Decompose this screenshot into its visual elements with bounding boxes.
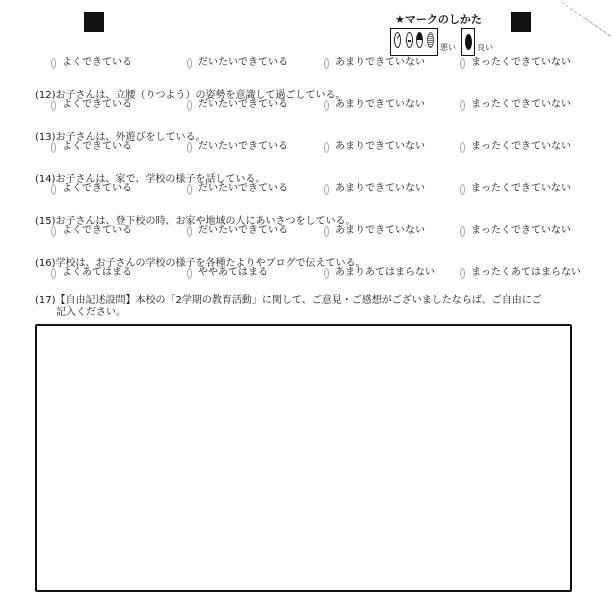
answer-bubble-icon[interactable] bbox=[51, 268, 56, 279]
question-text: (15)お子さんは、登下校の時、お家や地域の人にあいさつをしている。 bbox=[35, 216, 356, 227]
registration-mark-right bbox=[511, 12, 531, 32]
answer-option-label: だいたいできている bbox=[198, 57, 288, 68]
page-corner-dash bbox=[561, 2, 612, 43]
answer-bubble-icon[interactable] bbox=[324, 226, 329, 237]
answer-bubble-icon[interactable] bbox=[324, 100, 329, 111]
bad-mark-examples bbox=[390, 28, 438, 56]
answer-bubble-icon[interactable] bbox=[324, 142, 329, 153]
answer-option-label: ややあてはまる bbox=[198, 267, 268, 278]
answer-bubble-icon[interactable] bbox=[460, 58, 465, 69]
answer-option-label: よくできている bbox=[62, 183, 132, 194]
legend-bad-label: 悪い bbox=[440, 43, 456, 52]
answer-bubble-icon[interactable] bbox=[187, 100, 192, 111]
registration-mark-left bbox=[84, 12, 104, 32]
free-response-prompt-line1: (17)【自由記述設問】本校の「2学期の教育活動」に関して、ご意見・ご感想がございましたならば、ご自由にご bbox=[35, 295, 542, 306]
answer-option-label: あまりできていない bbox=[335, 57, 425, 68]
answer-option-label: だいたいできている bbox=[198, 183, 288, 194]
good-mark-filled-icon bbox=[465, 34, 472, 50]
question-text: (16)学校は、お子さんの学校の様子を各種たよりやブログで伝えている。 bbox=[35, 258, 366, 269]
answer-bubble-icon[interactable] bbox=[187, 142, 192, 153]
answer-bubble-icon[interactable] bbox=[460, 142, 465, 153]
answer-option-label: よくできている bbox=[62, 141, 132, 152]
free-response-question bbox=[35, 295, 575, 319]
answer-option-label: だいたいできている bbox=[198, 225, 288, 236]
answer-bubble-icon[interactable] bbox=[460, 268, 465, 279]
answer-option-label: よくできている bbox=[62, 99, 132, 110]
answer-option-label: まったくできていない bbox=[471, 225, 571, 236]
answer-option-label: あまりあてはまらない bbox=[335, 267, 435, 278]
question-text: (14)お子さんは、家で、学校の様子を話している。 bbox=[35, 174, 266, 185]
question-text: (12)お子さんは、立腰（りつよう）の姿勢を意識して過ごしている。 bbox=[35, 90, 346, 101]
answer-option-label: あまりできていない bbox=[335, 141, 425, 152]
answer-bubble-icon[interactable] bbox=[51, 100, 56, 111]
answer-bubble-icon[interactable] bbox=[51, 184, 56, 195]
bad-mark-dot-icon bbox=[406, 32, 413, 48]
answer-option-label: よくあてはまる bbox=[62, 267, 132, 278]
legend-good-label: 良い bbox=[477, 43, 493, 52]
answer-bubble-icon[interactable] bbox=[460, 226, 465, 237]
answer-bubble-icon[interactable] bbox=[187, 58, 192, 69]
answer-bubble-icon[interactable] bbox=[460, 184, 465, 195]
answer-option-label: だいたいできている bbox=[198, 99, 288, 110]
bad-mark-light-icon bbox=[427, 32, 434, 48]
legend-title: ★マークのしかた bbox=[395, 13, 482, 26]
answer-option-label: あまりできていない bbox=[335, 99, 425, 110]
bad-mark-check-icon bbox=[394, 32, 401, 48]
bad-mark-half-icon bbox=[416, 32, 423, 48]
answer-bubble-icon[interactable] bbox=[187, 184, 192, 195]
page-corner-dash bbox=[585, 18, 612, 42]
answer-bubble-icon[interactable] bbox=[187, 268, 192, 279]
answer-bubble-icon[interactable] bbox=[187, 226, 192, 237]
answer-option-label: まったくできていない bbox=[471, 99, 571, 110]
answer-option-label: あまりできていない bbox=[335, 183, 425, 194]
answer-option-label: だいたいできている bbox=[198, 141, 288, 152]
answer-option-label: まったくできていない bbox=[471, 141, 571, 152]
answer-bubble-icon[interactable] bbox=[324, 268, 329, 279]
answer-bubble-icon[interactable] bbox=[324, 58, 329, 69]
free-response-textbox[interactable] bbox=[35, 324, 572, 592]
answer-option-label: よくできている bbox=[62, 57, 132, 68]
answer-bubble-icon[interactable] bbox=[51, 58, 56, 69]
answer-option-label: あまりできていない bbox=[335, 225, 425, 236]
answer-bubble-icon[interactable] bbox=[324, 184, 329, 195]
answer-bubble-icon[interactable] bbox=[51, 226, 56, 237]
answer-option-label: まったくあてはまらない bbox=[471, 267, 581, 278]
answer-bubble-icon[interactable] bbox=[51, 142, 56, 153]
good-mark-example bbox=[461, 28, 475, 56]
question-text: (13)お子さんは、外遊びをしている。 bbox=[35, 132, 206, 143]
answer-option-label: まったくできていない bbox=[471, 183, 571, 194]
answer-option-label: よくできている bbox=[62, 225, 132, 236]
answer-bubble-icon[interactable] bbox=[460, 100, 465, 111]
answer-option-label: まったくできていない bbox=[471, 57, 571, 68]
free-response-prompt-line2: 記入ください。 bbox=[56, 307, 126, 318]
